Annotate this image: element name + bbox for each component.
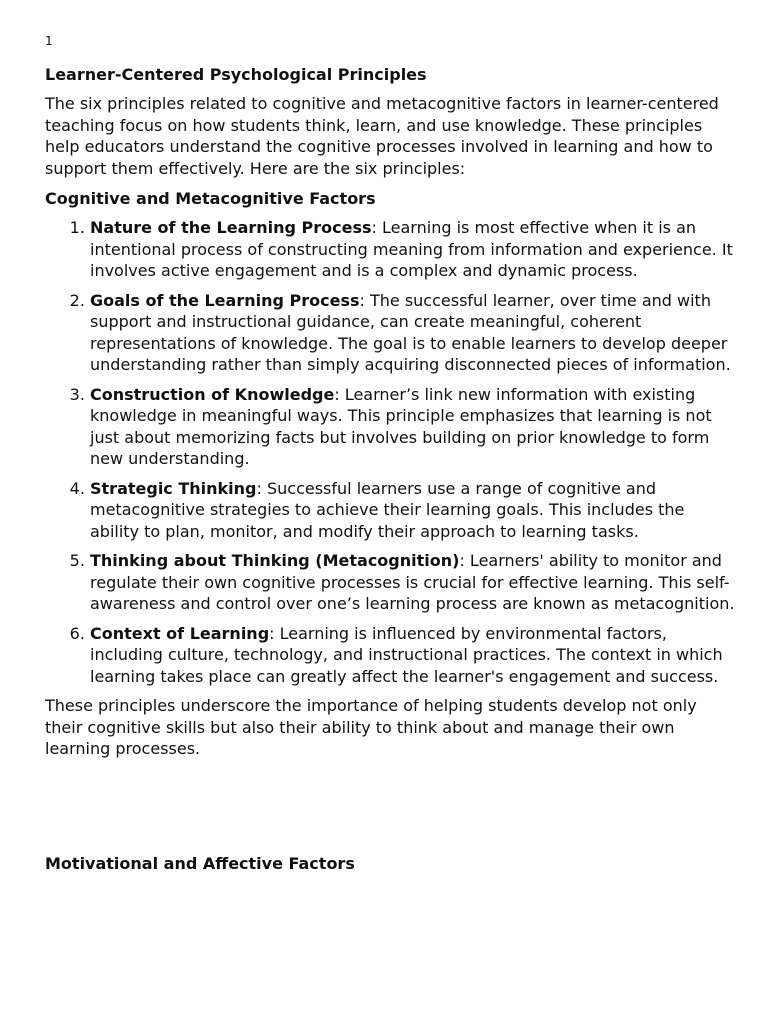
principle-title: Construction of Knowledge — [90, 384, 335, 404]
document-title: Learner-Centered Psychological Principles — [45, 65, 427, 84]
principle-title: Context of Learning — [90, 623, 270, 643]
principle-text: : Learners' ability to monitor and regulate their own cognitive processes is crucial for effective learning. This self-awareness and control over one’s learning process are known as metacognition. — [90, 551, 735, 613]
conclusion-paragraph: These principles underscore the importance of helping students develop not only their cognitive skills but also their ability to think about and manage their own learning processes. — [45, 696, 697, 758]
list-item — [90, 550, 735, 615]
principle-title: Goals of the Learning Process — [90, 290, 360, 310]
section-heading-cognitive: Cognitive and Metacognitive Factors — [45, 189, 376, 208]
section-heading-motivational: Motivational and Affective Factors — [45, 853, 355, 873]
principle-text: : Learning is most effective when it is an intentional process of constructing meaning from information and experience. It involves active engagement and is a complex and dynamic process. — [90, 218, 733, 280]
list-item — [90, 290, 735, 376]
principle-title: Nature of the Learning Process — [90, 218, 372, 237]
principle-text: : The successful learner, over time and with support and instructional guidance, can create meaningful, coherent representations of knowledge. The goal is to enable learners to develop deeper understanding rather than simply acquiring disconnected pieces of information. — [90, 290, 731, 374]
principle-title: Thinking about Thinking (Metacognition) — [90, 551, 460, 570]
blank-space — [45, 770, 735, 854]
principles-list — [45, 217, 735, 687]
list-item — [90, 217, 735, 282]
page-number: 1 — [45, 34, 53, 48]
principle-text: : Learning is influenced by environmental factors, including culture, technology, and instructional practices. The context in which learning takes place can greatly affect the learner's engagement and success. — [90, 623, 723, 686]
document-page — [45, 33, 735, 882]
principle-text: : Learner’s link new information with existing knowledge in meaningful ways. This principle emphasizes that learning is not just about memorizing facts but involves building on prior knowledge to form new understanding. — [90, 384, 712, 468]
intro-paragraph: The six principles related to cognitive and metacognitive factors in learner-centered teaching focus on how students think, learn, and use knowledge. These principles help educators understand the cognitive processes involved in learning and how to support them effectively. Here are the six principles: — [45, 94, 719, 178]
list-item — [90, 384, 735, 470]
list-item — [90, 623, 735, 688]
principle-text: : Successful learners use a range of cognitive and metacognitive strategies to achieve their learning goals. This includes the ability to plan, monitor, and modify their approach to learning tasks. — [90, 478, 685, 541]
principle-title: Strategic Thinking — [90, 478, 257, 498]
list-item — [90, 478, 735, 543]
